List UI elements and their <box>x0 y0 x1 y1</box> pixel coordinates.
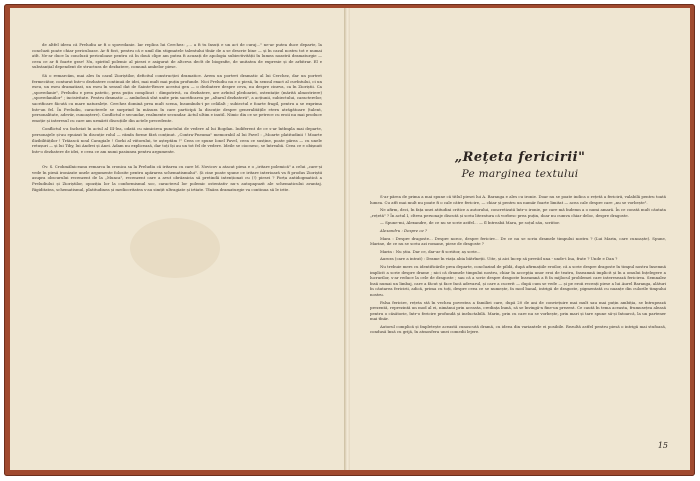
paper-stain <box>130 218 220 278</box>
left-page-text <box>32 42 322 195</box>
article-subtitle: Pe marginea textului <box>461 168 579 180</box>
dialogue-line: Mara : Despre dragoste... Despre noroc, despre fericire... De ce nu se scriu dramele timpului nostru ? (Lui Marin, care cunoaște). Spune, Marine, de ce nu se scriu azi romane, piese de dragoste ? <box>370 235 666 247</box>
right-paragraph: S-ar părea de prima a mai spune că titlul piesei lui A. Baranga e ales cu ironie. Doar nu se poate indica o rețetă a fericirii, valabilă pentru toată lumea. Cu atît mai mult nu poate fi o cale către fericire, — chiar și pentru un număr foarte limitat — acea cale despre care „nu se vorbește". <box>370 194 666 205</box>
article-title: „Rețeta fericirii" <box>454 150 586 165</box>
right-paragraph: Autorul complică și împletește această cunoscută dramă, cu ideea din variantele ei posibile. Rezultă astfel pentru piesă o intrigă mai stufoasă, condusă însă cu grijă, în atmosfera unei comedii lejere. <box>370 323 666 335</box>
left-page <box>10 8 347 470</box>
dialogue-line: Marin : Nu știu. Dar ce, dar-ar fi scriitor, aș scrie... <box>380 248 481 254</box>
right-paragraph: — Spune-mi, Alexandre, de ce nu se scrie astfel... — îl întreabă Mara, pe soțul său, scriitor. <box>380 220 560 226</box>
right-paragraph: Falsa fericire, rețeta stă în vechea povestea a familiei care, după 20 de ani de conviețuire mai mult sau mai puțin ambiția, se întrupează prezentă, reprezintă un mod al ei, nimănui prin aceasta, credința bună, să se învingă-n fine-un prezent. Ce caută în tema aceasta, frumusețea aleasă pentru o căsătorie, într-o fericire profundă și ineluctabilă. Marin, prin cu care nu se vorbește, prin mari și tare spune să-și întoarcă, la un partener mai tînăr. <box>370 299 666 322</box>
left-paragraph: de altfel ideea că Preludiu ar fi o spovedanie. Iar replica lui Cerchez: „... a fi tu însuți e un act de curaj..." ne-ar putea duce departe, la concluzii poate chiar periculoase. Ar fi fost, pentru că e umil din stigmatele talentului tînăr de a se descrie bine — și în cazul nostru tot e numai atît. Ne-ar duce la concluzii periculoase pentru că în două clipe am putea fi acuzați de apologia subiectivității în lumea noastră dramaturgie — ceea ce ar fi foarte grav! Nu, spiritul polemic al piesei e asigurat de altceva decît de biografie, de unitatea de expresie și de arbitrar. El e substanțial dependent de structura de dezbatere, comună ambelor piese. <box>32 42 322 70</box>
right-page-text <box>370 194 666 337</box>
page-number: 15 <box>657 441 668 450</box>
right-paragraph: Nu trebuie mers cu identificările prea departe, concluzind de pildă, după afirmațiile eroilor, că a scrie despre dragoste în timpul nostru însemnă implicit a scrie despre drame ; nici că dramele timpului nostru, chiar în accepția unor eroi de teatru, înseamnă implicit și în a omului înțelegere a lucrurilor, s-ar reduce la cele de dragoste ; sau că a scrie despre dragoste înseamnă a fi în mijlocul problemei care interesează fericirea. Semnalez însă numai un limbaj, care a făcut și face încă adevarul, și care a cucerit — după cum se vede — și pe eroii recenți piese a lui Aurel Baranga, alături în căutarea fericirii, adică, prima cu toți, despre ceea ce se numește, în mod banal, intrigă de dragoste, pigmentată cu nuanțe din culorile timpului nostru. <box>370 263 666 297</box>
dialogue-line: Alexandru : Despre ce ? <box>380 227 428 233</box>
left-paragraph: Ov. S. Crohmălniceanu remarca în cronica sa la Preludiu că iritarea cu care M. Novicov a atacat piesa e o „iritare polemică" a celui „care-și vede în piesă ironizate unele argumente folosite pentru apărarea schematismului". Și cine poate spune ce iritare interioară va fi produs Zioriștii asupra obscurului recenzent de la „Munca", recenzent care a avut obrăznicia să pretindă intenționat cu (!) piesei ? Forța antidogmatică a Preludiului și Zioriștilor, opoziția lor la conformismul soc, caracterul lor polemic ostentativ nu-s autopapuzit ale schematicului avantaj. Rigiditatea, schematismul, platitudinea și mediocritatea s-au simțit ultragiate și irtiate. Tînăra dramaturgie va continua să le irite. <box>32 164 322 192</box>
right-page <box>350 8 690 470</box>
left-paragraph: Conflictul s-a încheiat în actul al III-lea, odată cu nimicirea punctului de vedere al lui Bogdan. Indiferent de ce s-ar întîmpla mai departe, personajele și-au epuizat în discuție rolul — rămîn forme fără conținut. „Contra-Pneuma" memorabil al lui Pavel : „Moarte platitudinii ! Moarte ilizibilităților ! Trăiască noul Caragiale ! Gorki al viitorului, te așteptăm !" Ceea ce spune Ionel Pavel, ceea ce susține, poate părea — cu unele retușuri — și lui Tiby, lui Andrei și Anei. Adam nu explicează, dar toți își au un tot fel de vedere. Ideile se ciocnesc, se întreabă. Ceea ce e obișnuit într-o dezbatere de idei, e ceea ce am numi pasiunea pentru argumente. <box>32 126 322 154</box>
dialogue-line: Aurora (care a intrat) : Drame în viața abia bătrîneții. Uite, și aici încep să prevăd una - unde-i Ina, frate ? Unde e Dan ? <box>380 256 618 262</box>
left-paragraph: Să o remarcăm, mai ales în cazul Zioriștilor, deficitul construcției dramatice. Avem un portret dramatic al lui Cerchez, dar un portret fermecător, conturat într-o dezbatere continuă de idei, mai mult mai puțin profunde. Nici Preludiu nu e o piesă, în sensul exact al cuvîntului, ci un eseu, un eseu dramatizat, un eseu în sensul dat de Sainte-Beuve acestui gen — o dezbatere despre ceva, nu despre cineva, ca în Zioriștii. Ca „spovedanie", Preludiu e prea patetic, prea puțin complicat : dimpotrivă, ca dezbatere, are avîntul pledoariei, ostentație (mărită almostriere) „spovedaniilor" ; incisivitate. Pentru dramatic — amîndouă sînt unite prin sacrificarea pe „altarul dezbaterii", a acțiunii, subiectului, caracterelor, sacrificare făcută cu mare naturalețe. Cerchez domină prea mult scena, însumîndu-i pe celălalt ; subiectul e foarte fragil, pentru a se exprima într-un fel. În Preludiu, caracterele se surprind în măsura în care participă la discuție despre generalitățile etern atrăgătoare (talent, personalitate, adevăr, cunoaștere). Conflictul e secundar, realmente secundar. Actul ultim e inutil. Nimic din ce se petrece cu eroii nu mai produce emoție și interesul cu care am urmărit discuțiile din actele precedente. <box>32 72 322 123</box>
right-paragraph: Ne afirm, deci, în fața unei atitudini critice a autorului, concretizată într-o ironie, pe care mă îndemn a o numi amară. În ce constă mult căutata „rețetă" ? În actul I, cîteva personaje discută și scriu literatura că vorbesc prea puțin, doar nu cumva chiar deloc, despre dragoste. <box>370 207 666 218</box>
